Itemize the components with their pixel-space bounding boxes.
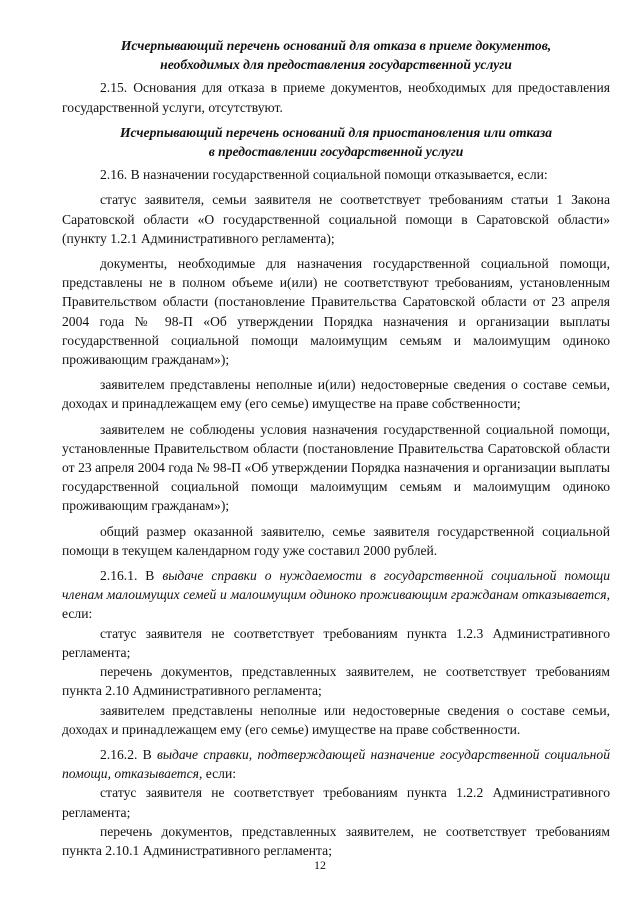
clause-italic: выдаче справки о нуждаемости в государственной социальной помощи членам малоимущих семей и малоимущим одиноко проживающим гражданам отказывается [62,568,610,603]
paragraph-s2-status: статус заявителя не соответствует требованиям пункта 1.2.2 Административного регламента; [62,785,610,820]
clause-italic: выдаче справки, подтверждающей назначение государственной социальной помощи, отказывается [62,746,611,782]
paragraph-incomplete: заявителем представлены неполные и(или) недостоверные сведения о составе семьи, доходах и принадлежащем ему (его семье) имуществе на праве собственности; [62,377,610,412]
heading-line: Исчерпывающий перечень оснований для отказа в приеме документов, [120,38,552,53]
paragraph-status: статус заявителя, семьи заявителя не соответствует требованиям статьи 1 Закона Саратовской области «О государственной социальной помощи в Саратовской области» (пункту 1.2.1 Административного регламента); [62,192,610,246]
paragraph-s1-status: статус заявителя не соответствует требованиям пункта 1.2.3 Административного регламента; [62,625,610,660]
clause-number: 2.16.2. В [100,746,157,762]
paragraph-s1-list: перечень документов, представленных заявителем, не соответствует требованиям пункта 2.10 Административного регламента; [62,664,610,699]
document-page [62,36,610,860]
paragraph-conditions: заявителем не соблюдены условия назначения государственной социальной помощи, установленные Правительством области (постановление Правительства Саратовской области от 23 апреля 2004 года № 98-П «Об утверждении Порядка назначения и организации выплаты государственной социальной помощи малоимущим семьям и малоимущим одиноко проживающим гражданам»); [62,421,610,514]
page-number: 12 [314,858,326,872]
paragraph-2-16-1 [62,566,610,624]
paragraph-2-16-2 [62,745,610,783]
section-heading-suspension [62,123,610,161]
paragraph-s1-incomplete: заявителем представлены неполные или недостоверные сведения о составе семьи, доходах и принадлежащем ему (его семье) имуществе на праве собственности. [62,702,610,737]
paragraph-s2-list: перечень документов, представленных заявителем, не соответствует требованиям пункта 2.10.1 Административного регламента; [62,823,610,858]
paragraph-documents: документы, необходимые для назначения государственной социальной помощи, представлены не в полном объеме и(или) не соответствуют требованиям, установленным Правительством области (постановление Правительства Саратовской области от 23 апреля 2004 года № 98-П «Об утверждении Порядка назначения и организации выплаты государственной социальной помощи малоимущим семьям и малоимущим одиноко проживающим гражданам»); [62,256,610,368]
paragraph-2-15: 2.15. Основания для отказа в приеме документов, необходимых для предоставления государственной услуги, отсутствуют. [62,80,610,115]
section-heading-refusal-docs [62,36,610,74]
clause-tail: , если: [198,766,237,782]
heading-line: Исчерпывающий перечень оснований для приостановления или отказа [119,124,552,140]
clause-tail: , если: [62,587,610,622]
heading-line: необходимых для предоставления государственной услуги [160,57,512,73]
clause-number: 2.16.1. В [100,568,163,584]
paragraph-total: общий размер оказанной заявителю, семье заявителя государственной социальной помощи в текущем календарном году уже составил 2000 рублей. [62,523,610,558]
heading-line: в предоставлении государственной услуги [208,144,464,160]
paragraph-2-16: 2.16. В назначении государственной социальной помощи отказывается, если: [100,167,548,183]
